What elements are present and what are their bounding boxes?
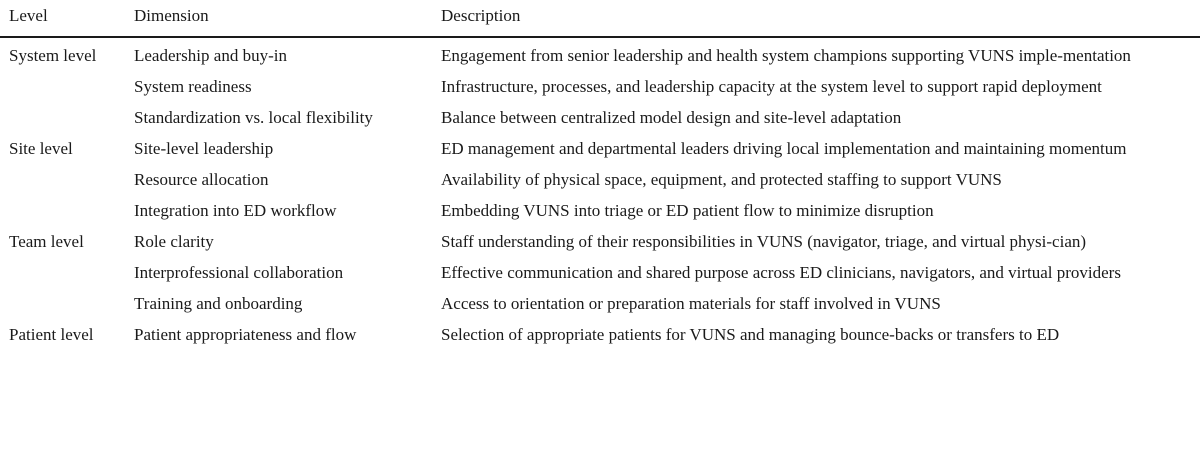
- table-row: [0, 106, 1200, 129]
- cell-description: Staff understanding of their responsibilities in VUNS (navigator, triage, and virtual physi-cian): [441, 232, 1087, 251]
- cell-dimension: Site-level leadership: [134, 139, 274, 158]
- table-row: [0, 323, 1200, 346]
- cell-level: Team level: [9, 232, 84, 251]
- cell-dimension: System readiness: [134, 77, 252, 96]
- cell-description: Balance between centralized model design and site-level adaptation: [441, 108, 902, 127]
- cell-description: Availability of physical space, equipment, and protected staffing to support VUNS: [441, 170, 1002, 189]
- cell-level: System level: [9, 46, 97, 65]
- table-row: [0, 199, 1200, 222]
- header-level: Level: [9, 6, 48, 25]
- cell-description: Effective communication and shared purpose across ED clinicians, navigators, and virtual providers: [441, 263, 1121, 282]
- table-row: [0, 230, 1200, 253]
- table-row: [0, 292, 1200, 315]
- cell-dimension: Leadership and buy-in: [134, 46, 287, 65]
- cell-description: Engagement from senior leadership and health system champions supporting VUNS imple-mentation: [441, 46, 1131, 65]
- cell-dimension: Standardization vs. local flexibility: [134, 108, 373, 127]
- cell-dimension: Training and onboarding: [134, 294, 303, 313]
- table-row: [0, 261, 1200, 284]
- cell-level: Patient level: [9, 325, 94, 344]
- cell-description: Infrastructure, processes, and leadership capacity at the system level to support rapid deployment: [441, 77, 1102, 96]
- table-row: [0, 168, 1200, 191]
- table-body: [0, 44, 1200, 354]
- table-row: [0, 137, 1200, 160]
- cell-description: Access to orientation or preparation materials for staff involved in VUNS: [441, 294, 941, 313]
- header-description: Description: [441, 6, 521, 25]
- cell-dimension: Interprofessional collaboration: [134, 263, 344, 282]
- table-row: [0, 75, 1200, 98]
- table-header: [0, 0, 1200, 36]
- cell-description: Selection of appropriate patients for VUNS and managing bounce-backs or transfers to ED: [441, 325, 1060, 344]
- cell-description: ED management and departmental leaders driving local implementation and maintaining momentum: [441, 139, 1127, 158]
- table-row: [0, 44, 1200, 67]
- cell-dimension: Resource allocation: [134, 170, 269, 189]
- cell-dimension: Patient appropriateness and flow: [134, 325, 357, 344]
- cell-level: Site level: [9, 139, 73, 158]
- cell-dimension: Role clarity: [134, 232, 214, 251]
- cell-dimension: Integration into ED workflow: [134, 201, 337, 220]
- header-rule: [0, 36, 1200, 38]
- cell-description: Embedding VUNS into triage or ED patient flow to minimize disruption: [441, 201, 934, 220]
- header-dimension: Dimension: [134, 6, 209, 25]
